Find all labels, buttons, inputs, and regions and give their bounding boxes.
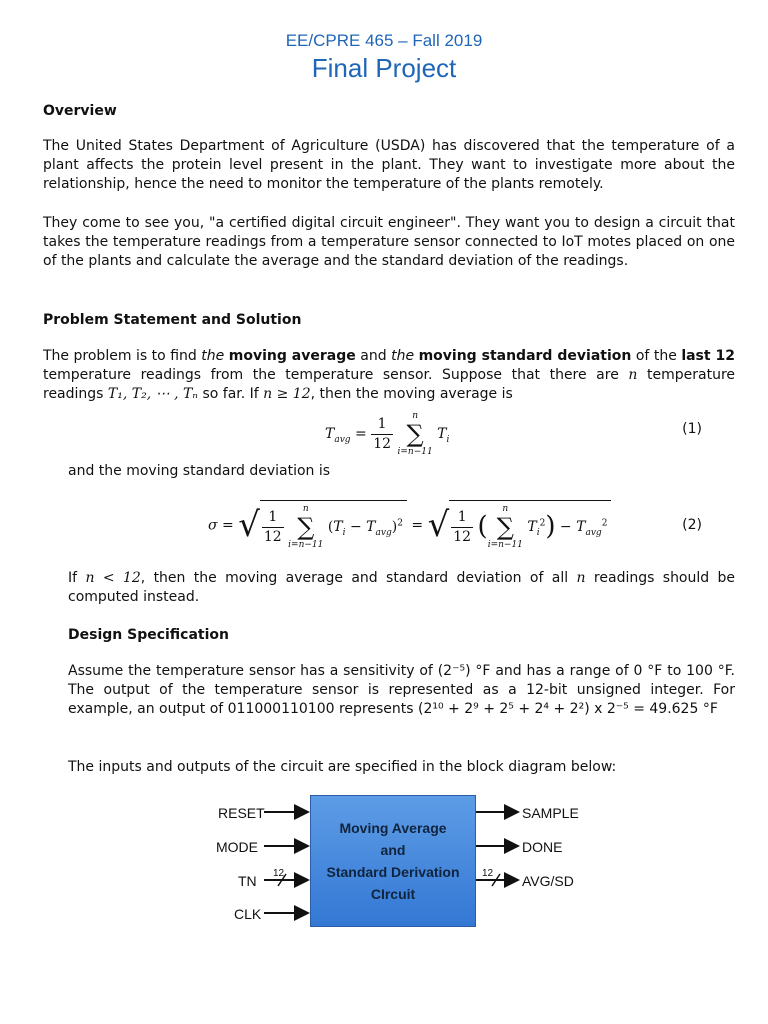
equation-number-1: (1) [682,421,702,437]
math-condition-2: n < 12 [85,570,141,586]
text-run: the [201,348,225,364]
block-line: Standard Derivation [326,864,460,880]
math-readings: T₁, T₂, ⋯ , Tₙ [107,386,198,402]
input-label-reset: RESET [218,805,265,821]
text-run: readings should be computed instead. [68,570,736,605]
math-n: n [576,570,586,586]
overview-paragraph-1: The United States Department of Agriculture (USDA) has discovered that the temperature of a plant affects the protein level present in the plant. They want to investigate more about the relationship, hence the need to monitor the temperature of the plants remotely. [43,138,735,192]
sd-intro-text: and the moving standard deviation is [68,463,331,479]
text-run: and [355,348,392,364]
text-run: so far. If [198,386,264,402]
math-condition: n ≥ 12 [263,386,311,402]
design-heading: Design Specification [68,627,230,643]
emphasis-moving-sd: moving standard deviation [418,348,632,364]
text-run: the [391,348,415,364]
block-line: and [380,842,406,858]
text-run: temperature readings [43,367,736,402]
equation-number-2: (2) [682,517,702,533]
output-label-sample: SAMPLE [522,805,579,821]
text-run: temperature readings from the temperature sensor. Suppose that there are [43,367,629,383]
page-title: Final Project [311,53,457,83]
io-intro-text: The inputs and outputs of the circuit are specified in the block diagram below: [68,759,617,775]
emphasis-moving-average: moving average [228,348,356,364]
bus-width-in: 12 [273,868,285,879]
text-run: , then the moving average is [310,386,513,402]
equation-moving-average: $T_{avg}$ = $\frac{1}{12}$ n ∑ i=n−11 $T_i$ [325,411,450,457]
input-label-mode: MODE [216,839,258,855]
block-line: CIrcuit [370,886,416,902]
text-run: , then the moving average and standard deviation of all [140,570,577,586]
small-n-paragraph [68,569,735,607]
equation-moving-sd: σ = √ $\frac{1}{12}$ n ∑ i=n−11 $(T_i - T_{avg})^2$ = √ $\frac{1}{12}$ ( n ∑ i=n−11 $T_i^2) - T_{avg}^2$ [208,500,611,551]
overview-paragraph-2: They come to see you, "a certified digital circuit engineer". They want you to design a circuit that takes the temperature readings from a temperature sensor connected to IoT motes placed on one of the plants and calculate the average and the standard deviation of the readings. [43,215,735,269]
circuit-block [310,795,476,927]
text-run: If [68,570,86,586]
bus-width-out: 12 [482,868,494,879]
design-spec-paragraph: Assume the temperature sensor has a sensitivity of (2⁻⁵) °F and has a range of 0 °F to 100 °F. The output of the temperature sensor is represented as a 12-bit unsigned integer. For example, an output of 011000110100 represents (2¹⁰ + 2⁹ + 2⁵ + 2⁴ + 2²) x 2⁻⁵ = 49.625 °F [68,663,735,717]
output-label-done: DONE [522,839,563,855]
problem-heading: Problem Statement and Solution [43,312,302,328]
course-title: EE/CPRE 465 – Fall 2019 [285,31,483,50]
block-line: Moving Average [339,820,447,836]
text-run: of the [631,348,682,364]
emphasis-last-12: last 12 [681,348,735,364]
input-label-clk: CLK [234,906,262,922]
math-n: n [628,367,638,383]
output-label-avg-sd: AVG/SD [522,873,574,889]
input-label-tn: TN [238,873,257,889]
problem-paragraph [43,347,735,404]
block-diagram [200,788,600,938]
text-run: The problem is to find [43,348,202,364]
overview-heading: Overview [43,103,117,119]
